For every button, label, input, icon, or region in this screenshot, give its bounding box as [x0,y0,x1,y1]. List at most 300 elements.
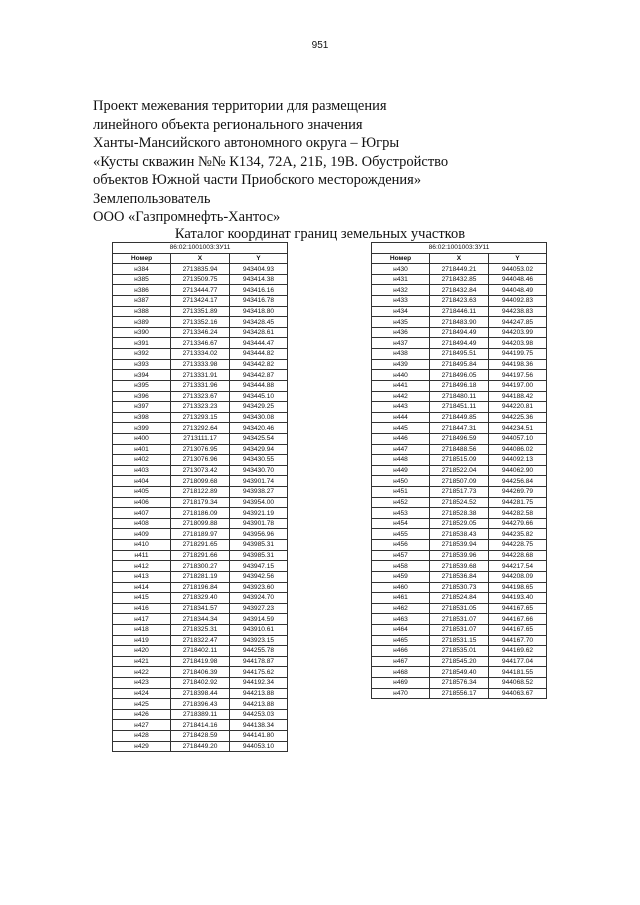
table-row [372,412,547,423]
table-row [113,274,288,285]
x-coordinate: 2718531.15 [430,635,489,646]
x-coordinate: 2718528.38 [430,508,489,519]
y-coordinate: 944138.34 [230,720,288,731]
y-coordinate: 943914.59 [230,614,288,625]
y-coordinate: 944192.34 [230,677,288,688]
x-coordinate: 2718539.68 [430,561,489,572]
point-number: н432 [372,285,430,296]
point-number: н438 [372,349,430,360]
table-row [113,455,288,466]
y-coordinate: 944199.75 [489,349,547,360]
y-coordinate: 943910.61 [230,624,288,635]
y-coordinate: 943985.31 [230,540,288,551]
table-row [372,380,547,391]
y-coordinate: 944220.81 [489,402,547,413]
x-coordinate: 2718538.43 [430,529,489,540]
point-number: н437 [372,338,430,349]
x-coordinate: 2718389.11 [171,709,230,720]
point-number: н463 [372,614,430,625]
x-coordinate: 2718576.34 [430,677,489,688]
y-coordinate: 943956.96 [230,529,288,540]
point-number: н459 [372,571,430,582]
table-row [113,465,288,476]
y-coordinate: 944197.56 [489,370,547,381]
table-row [113,561,288,572]
point-number: н385 [113,274,171,285]
x-coordinate: 2718402.92 [171,677,230,688]
y-coordinate: 944092.13 [489,455,547,466]
table-row [372,423,547,434]
x-coordinate: 2713352.16 [171,317,230,328]
point-number: н390 [113,327,171,338]
point-number: н441 [372,380,430,391]
table-row [372,359,547,370]
x-coordinate: 2713424.17 [171,296,230,307]
x-coordinate: 2718449.20 [171,741,230,752]
point-number: н461 [372,593,430,604]
table-row [372,571,547,582]
x-coordinate: 2718449.21 [430,264,489,275]
x-coordinate: 2713323.23 [171,402,230,413]
y-coordinate: 943942.56 [230,571,288,582]
point-number: н395 [113,380,171,391]
x-coordinate: 2718122.89 [171,487,230,498]
x-coordinate: 2718531.05 [430,603,489,614]
x-coordinate: 2718099.88 [171,518,230,529]
y-coordinate: 943923.60 [230,582,288,593]
x-coordinate: 2718322.47 [171,635,230,646]
y-coordinate: 944141.80 [230,731,288,742]
table-row [113,529,288,540]
x-coordinate: 2713333.98 [171,359,230,370]
point-number: н449 [372,465,430,476]
table-row [113,476,288,487]
y-coordinate: 944193.40 [489,593,547,604]
table-row [372,624,547,635]
y-coordinate: 944235.82 [489,529,547,540]
y-coordinate: 944213.88 [230,699,288,710]
y-coordinate: 944063.67 [489,688,547,699]
point-number: н424 [113,688,171,699]
point-number: н407 [113,508,171,519]
y-coordinate: 944167.66 [489,614,547,625]
table-row [113,497,288,508]
table-row [113,646,288,657]
catalog-title: Каталог координат границ земельных участков [174,226,466,242]
y-coordinate: 943416.78 [230,296,288,307]
y-coordinate: 944092.83 [489,296,547,307]
table-row [372,518,547,529]
table-row [372,656,547,667]
x-coordinate: 2718531.07 [430,614,489,625]
y-coordinate: 943428.61 [230,327,288,338]
point-number: н456 [372,540,430,551]
y-coordinate: 943947.15 [230,561,288,572]
table-row [113,391,288,402]
y-coordinate: 943921.19 [230,508,288,519]
column-header-x: X [430,253,489,264]
x-coordinate: 2718446.11 [430,306,489,317]
x-coordinate: 2718451.11 [430,402,489,413]
y-coordinate: 944178.87 [230,656,288,667]
point-number: н434 [372,306,430,317]
point-number: н392 [113,349,171,360]
y-coordinate: 943901.78 [230,518,288,529]
x-coordinate: 2718329.40 [171,593,230,604]
y-coordinate: 944228.68 [489,550,547,561]
table-row [113,380,288,391]
table-row [372,603,547,614]
y-coordinate: 943901.74 [230,476,288,487]
header-line: «Кусты скважин №№ К134, 72А, 21Б, 19В. Обустройство [93,153,449,170]
x-coordinate: 2718549.40 [430,667,489,678]
point-number: н396 [113,391,171,402]
x-coordinate: 2713334.02 [171,349,230,360]
y-coordinate: 944225.36 [489,412,547,423]
table-row [372,465,547,476]
point-number: н402 [113,455,171,466]
point-number: н406 [113,497,171,508]
y-coordinate: 943430.55 [230,455,288,466]
x-coordinate: 2718449.85 [430,412,489,423]
y-coordinate: 944279.66 [489,518,547,529]
point-number: н467 [372,656,430,667]
x-coordinate: 2718099.68 [171,476,230,487]
x-coordinate: 2718494.49 [430,327,489,338]
point-number: н445 [372,423,430,434]
y-coordinate: 943428.45 [230,317,288,328]
y-coordinate: 943414.38 [230,274,288,285]
y-coordinate: 944238.83 [489,306,547,317]
x-coordinate: 2718432.85 [430,274,489,285]
x-coordinate: 2718189.97 [171,529,230,540]
point-number: н422 [113,667,171,678]
column-header-y: Y [230,253,288,264]
y-coordinate: 943444.82 [230,349,288,360]
point-number: н431 [372,274,430,285]
point-number: н426 [113,709,171,720]
y-coordinate: 944053.10 [230,741,288,752]
header-line: Проект межевания территории для размещения [93,98,387,114]
table-row [113,624,288,635]
table-row [113,731,288,742]
y-coordinate: 944181.55 [489,667,547,678]
x-coordinate: 2718536.84 [430,571,489,582]
column-header-x: X [171,253,230,264]
table-row [372,370,547,381]
point-number: н413 [113,571,171,582]
x-coordinate: 2718300.27 [171,561,230,572]
table-row [113,338,288,349]
point-number: н465 [372,635,430,646]
point-number: н403 [113,465,171,476]
point-number: н455 [372,529,430,540]
point-number: н415 [113,593,171,604]
x-coordinate: 2718496.59 [430,433,489,444]
x-coordinate: 2718530.73 [430,582,489,593]
y-coordinate: 944169.62 [489,646,547,657]
point-number: н439 [372,359,430,370]
table-row [113,285,288,296]
table-row [372,306,547,317]
x-coordinate: 2718488.56 [430,444,489,455]
y-coordinate: 944269.79 [489,487,547,498]
x-coordinate: 2718545.20 [430,656,489,667]
point-number: н450 [372,476,430,487]
table-row [113,550,288,561]
y-coordinate: 944217.54 [489,561,547,572]
table-row [113,741,288,752]
point-number: н384 [113,264,171,275]
x-coordinate: 2713346.24 [171,327,230,338]
x-coordinate: 2718414.16 [171,720,230,731]
table-row [113,402,288,413]
coordinate-table-left [112,242,288,752]
point-number: н425 [113,699,171,710]
x-coordinate: 2713076.95 [171,444,230,455]
point-number: н416 [113,603,171,614]
header-line: линейного объекта регионального значения [93,116,363,133]
x-coordinate: 2718186.09 [171,508,230,519]
x-coordinate: 2718281.19 [171,571,230,582]
table-row [372,614,547,625]
point-number: н398 [113,412,171,423]
table-row [113,656,288,667]
table-row [372,550,547,561]
table-row [113,296,288,307]
point-number: н440 [372,370,430,381]
x-coordinate: 2718529.05 [430,518,489,529]
table-row [372,688,547,699]
point-number: н405 [113,487,171,498]
point-number: н428 [113,731,171,742]
table-row [113,306,288,317]
y-coordinate: 944177.04 [489,656,547,667]
table-row [372,593,547,604]
x-coordinate: 2718524.84 [430,593,489,604]
x-coordinate: 2718556.17 [430,688,489,699]
point-number: н412 [113,561,171,572]
y-coordinate: 944247.85 [489,317,547,328]
table-row [372,285,547,296]
y-coordinate: 944057.10 [489,433,547,444]
point-number: н388 [113,306,171,317]
point-number: н418 [113,624,171,635]
point-number: н464 [372,624,430,635]
y-coordinate: 944255.78 [230,646,288,657]
header-line: Ханты-Мансийского автономного округа – Югры [93,135,400,151]
x-coordinate: 2718535.01 [430,646,489,657]
column-header-number: Номер [372,253,430,264]
table-row [372,327,547,338]
header-line: ООО «Газпромнефть-Хантос» [93,209,281,225]
header-line: Землепользователь [93,190,211,207]
x-coordinate: 2718483.90 [430,317,489,328]
y-coordinate: 944188.42 [489,391,547,402]
y-coordinate: 944062.90 [489,465,547,476]
table-row [372,540,547,551]
table-row [372,433,547,444]
x-coordinate: 2713331.91 [171,370,230,381]
y-coordinate: 943444.88 [230,380,288,391]
point-number: н454 [372,518,430,529]
table-row [113,359,288,370]
y-coordinate: 944213.88 [230,688,288,699]
y-coordinate: 943938.27 [230,487,288,498]
point-number: н446 [372,433,430,444]
x-coordinate: 2718539.94 [430,540,489,551]
x-coordinate: 2713292.64 [171,423,230,434]
point-number: н442 [372,391,430,402]
point-number: н433 [372,296,430,307]
point-number: н404 [113,476,171,487]
y-coordinate: 944203.98 [489,338,547,349]
point-number: н448 [372,455,430,466]
x-coordinate: 2718419.98 [171,656,230,667]
y-coordinate: 944086.02 [489,444,547,455]
table-row [372,646,547,657]
table-row [372,635,547,646]
table-row [113,614,288,625]
point-number: н457 [372,550,430,561]
table-row [113,349,288,360]
table-row [113,688,288,699]
y-coordinate: 944053.02 [489,264,547,275]
point-number: н453 [372,508,430,519]
table-title: 86:02:1001003:ЗУ11 [372,243,547,254]
point-number: н414 [113,582,171,593]
table-row [372,317,547,328]
x-coordinate: 2718517.73 [430,487,489,498]
table-row [113,327,288,338]
y-coordinate: 943418.80 [230,306,288,317]
point-number: н409 [113,529,171,540]
y-coordinate: 944198.65 [489,582,547,593]
point-number: н444 [372,412,430,423]
point-number: н419 [113,635,171,646]
table-row [113,412,288,423]
y-coordinate: 943444.47 [230,338,288,349]
x-coordinate: 2718291.65 [171,540,230,551]
x-coordinate: 2713073.42 [171,465,230,476]
table-row [113,423,288,434]
table-row [372,274,547,285]
x-coordinate: 2713076.96 [171,455,230,466]
x-coordinate: 2718515.09 [430,455,489,466]
point-number: н393 [113,359,171,370]
point-number: н462 [372,603,430,614]
x-coordinate: 2718496.18 [430,380,489,391]
x-coordinate: 2718423.63 [430,296,489,307]
y-coordinate: 944281.75 [489,497,547,508]
x-coordinate: 2718406.39 [171,667,230,678]
y-coordinate: 943429.25 [230,402,288,413]
table-row [113,370,288,381]
table-row [113,593,288,604]
point-number: н429 [113,741,171,752]
y-coordinate: 943927.23 [230,603,288,614]
table-row [372,487,547,498]
y-coordinate: 943416.16 [230,285,288,296]
table-title: 86:02:1001003:ЗУ11 [113,243,288,254]
table-row [372,476,547,487]
y-coordinate: 944167.70 [489,635,547,646]
table-row [372,529,547,540]
table-row [113,317,288,328]
point-number: н468 [372,667,430,678]
table-row [113,677,288,688]
point-number: н466 [372,646,430,657]
y-coordinate: 943985.31 [230,550,288,561]
point-number: н391 [113,338,171,349]
y-coordinate: 944068.52 [489,677,547,688]
y-coordinate: 944228.75 [489,540,547,551]
x-coordinate: 2718539.96 [430,550,489,561]
x-coordinate: 2713111.17 [171,433,230,444]
x-coordinate: 2718196.84 [171,582,230,593]
table-row [113,571,288,582]
y-coordinate: 944048.49 [489,285,547,296]
coordinate-table-right [371,242,547,699]
point-number: н399 [113,423,171,434]
y-coordinate: 944203.99 [489,327,547,338]
y-coordinate: 943445.10 [230,391,288,402]
point-number: н411 [113,550,171,561]
x-coordinate: 2713509.75 [171,274,230,285]
y-coordinate: 944048.46 [489,274,547,285]
x-coordinate: 2718507.09 [430,476,489,487]
point-number: н394 [113,370,171,381]
point-number: н397 [113,402,171,413]
y-coordinate: 944175.62 [230,667,288,678]
column-header-y: Y [489,253,547,264]
table-row [372,677,547,688]
table-row [372,667,547,678]
page-number: 951 [311,40,329,51]
point-number: н470 [372,688,430,699]
table-row [113,709,288,720]
x-coordinate: 2713323.67 [171,391,230,402]
y-coordinate: 944167.65 [489,603,547,614]
table-row [372,582,547,593]
x-coordinate: 2718341.57 [171,603,230,614]
table-row [113,635,288,646]
point-number: н389 [113,317,171,328]
table-row [113,720,288,731]
x-coordinate: 2718524.52 [430,497,489,508]
x-coordinate: 2718447.31 [430,423,489,434]
y-coordinate: 944253.03 [230,709,288,720]
x-coordinate: 2718495.51 [430,349,489,360]
y-coordinate: 943404.93 [230,264,288,275]
point-number: н436 [372,327,430,338]
point-number: н447 [372,444,430,455]
table-row [372,264,547,275]
x-coordinate: 2718291.66 [171,550,230,561]
point-number: н421 [113,656,171,667]
point-number: н452 [372,497,430,508]
table-row [113,699,288,710]
y-coordinate: 943429.94 [230,444,288,455]
x-coordinate: 2713444.77 [171,285,230,296]
y-coordinate: 944197.00 [489,380,547,391]
y-coordinate: 944167.65 [489,624,547,635]
point-number: н427 [113,720,171,731]
y-coordinate: 944198.36 [489,359,547,370]
y-coordinate: 943442.82 [230,359,288,370]
point-number: н423 [113,677,171,688]
column-header-number: Номер [113,253,171,264]
